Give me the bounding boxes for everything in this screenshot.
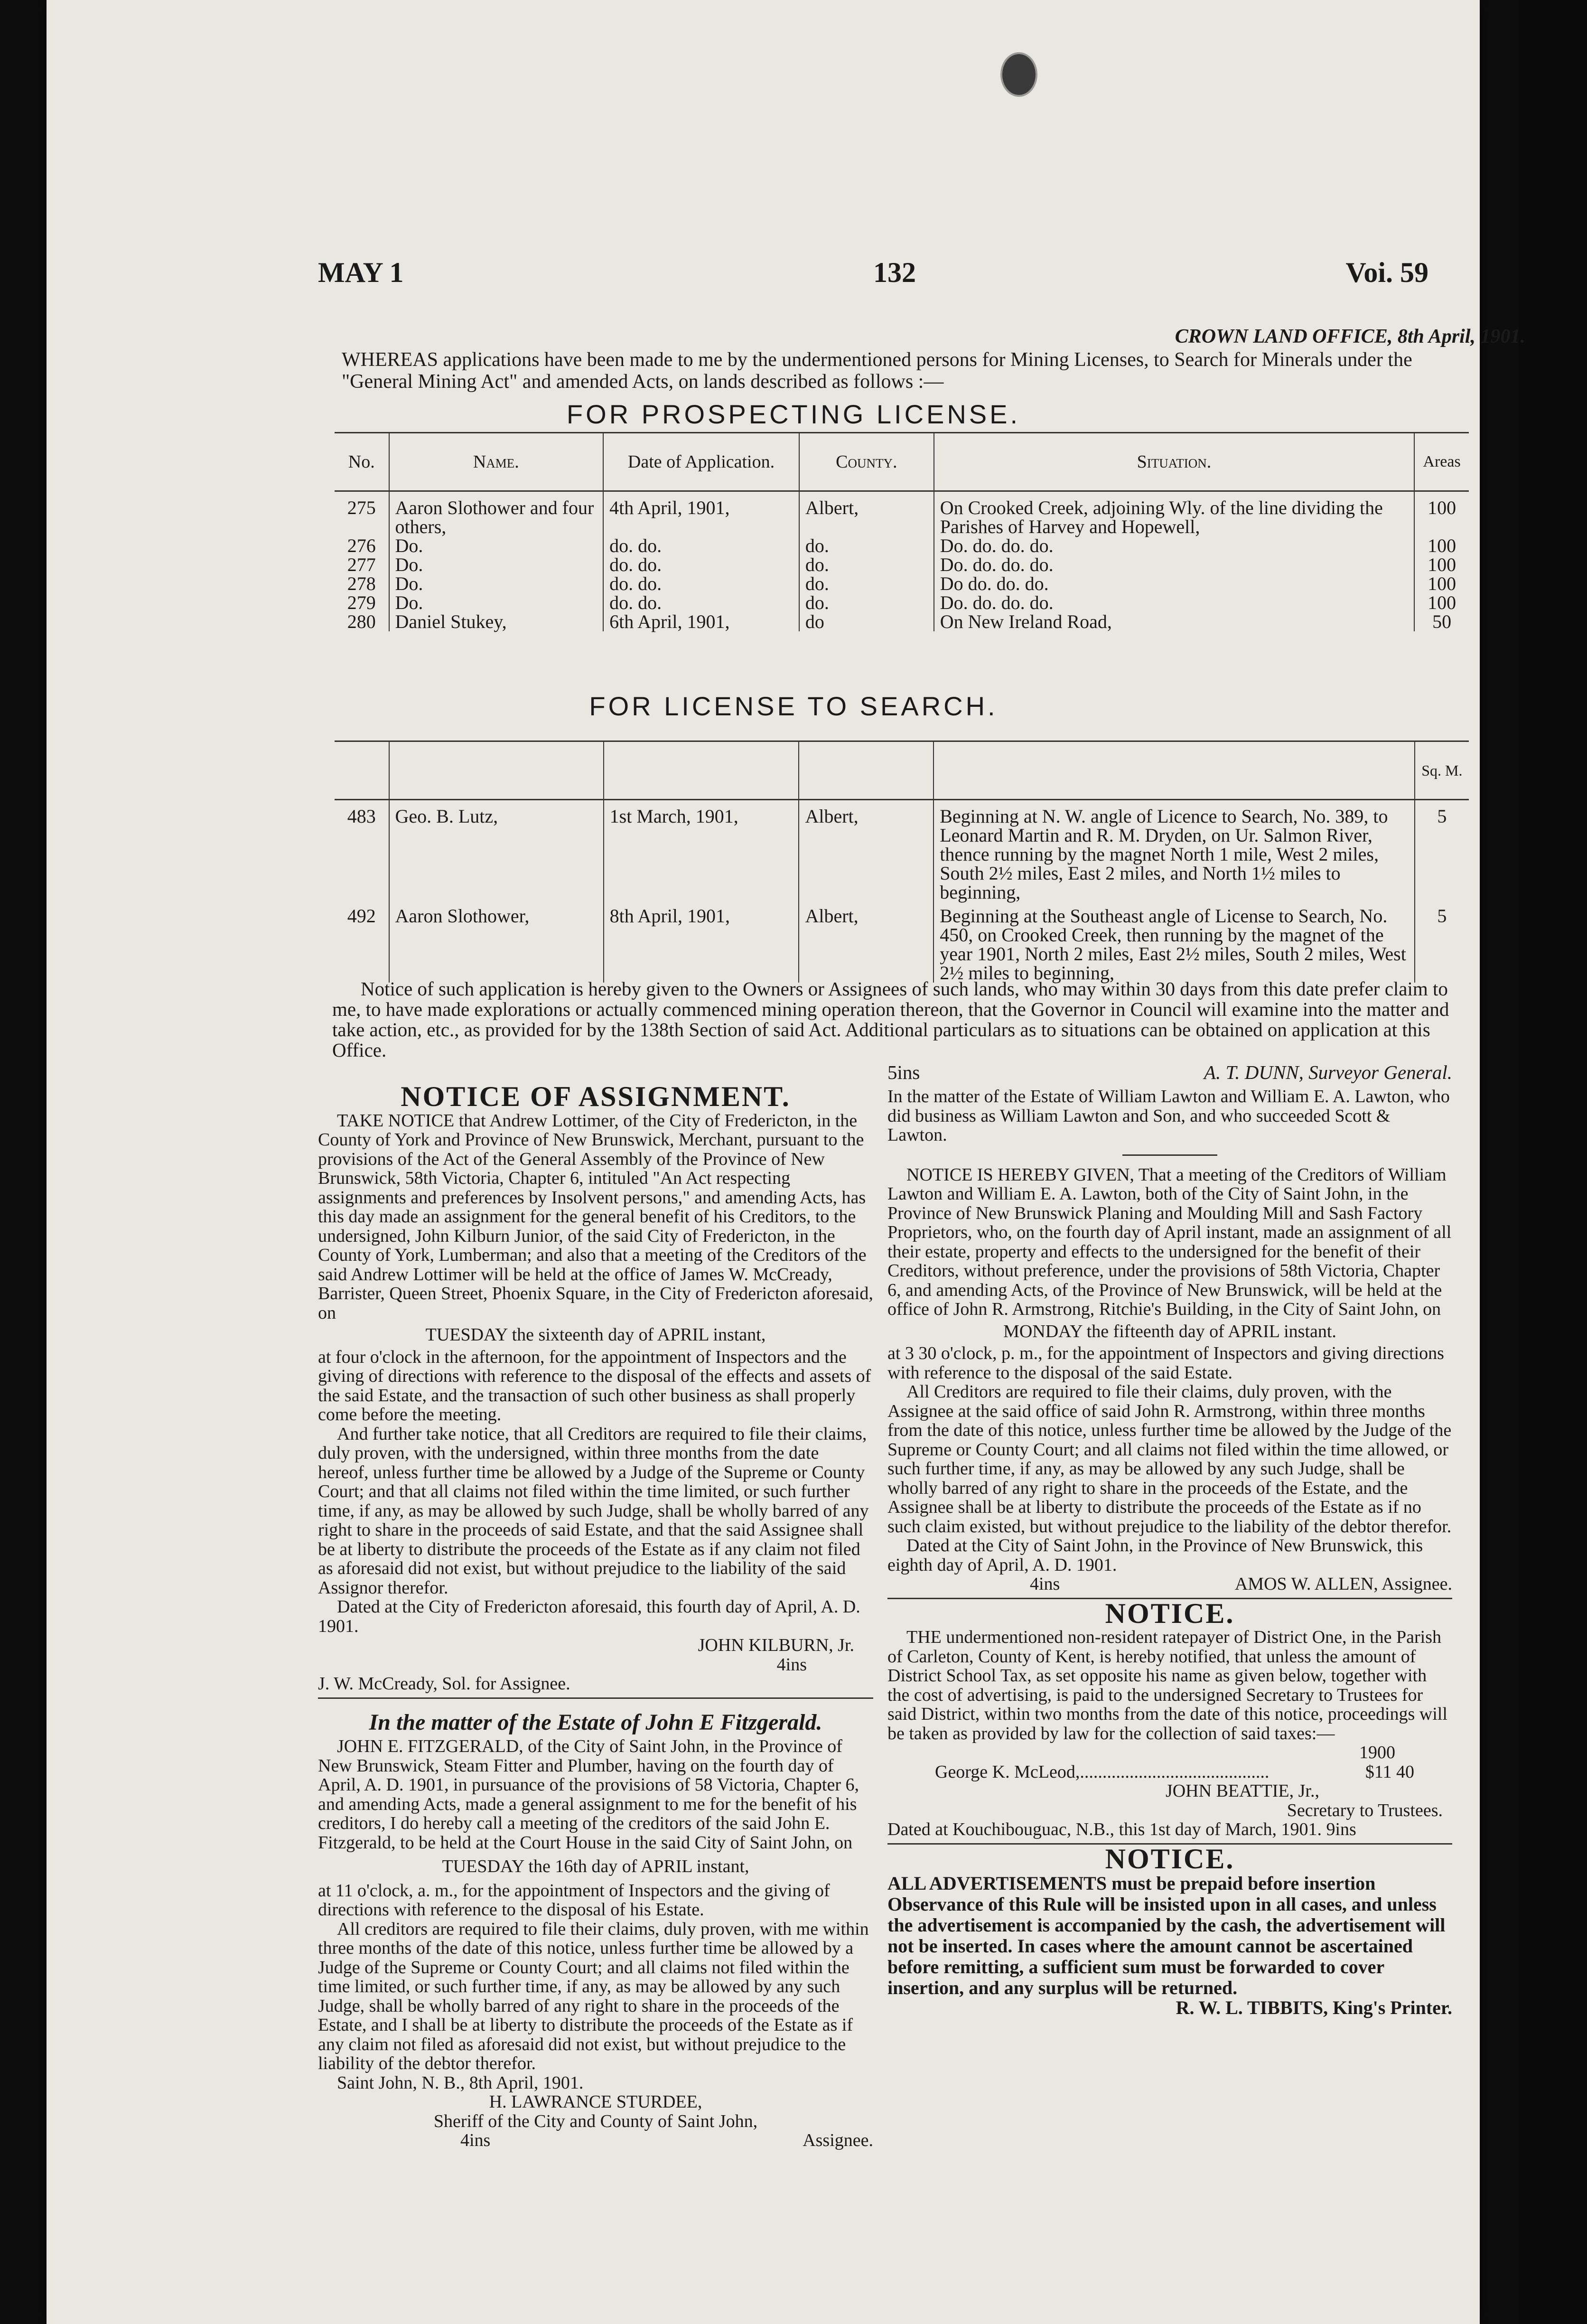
tax-notice-title: NOTICE. [1105, 1597, 1235, 1629]
left-column [318, 1081, 873, 2150]
notice-paragraph [332, 979, 1452, 1083]
fitzgerald-p4: Saint John, N. B., 8th April, 1901. [337, 2072, 584, 2093]
page-number: 132 [873, 257, 916, 288]
tax-amount: $11 40 [1365, 1762, 1414, 1782]
col-no: No. [335, 433, 389, 491]
prospecting-cell: do. [799, 574, 934, 593]
volume-number: Voi. 59 [1345, 257, 1428, 288]
search-cell: 492 [347, 905, 376, 927]
assignment-day: TUESDAY the sixteenth day of APRIL instant, [425, 1325, 766, 1345]
prospecting-cell: 280 [347, 611, 376, 632]
prospecting-cell: Do. [389, 574, 604, 593]
page-header [318, 256, 1428, 304]
fitzgerald-sig2: Sheriff of the City and County of Saint John, [433, 2111, 758, 2131]
assignment-p2: at four o'clock in the afternoon, for the appointment of Inspectors and the giving of directions with reference to the disposal of the effects and assets of the said Estate, and the transaction of such other business as shall properly come before the meeting. [318, 1347, 871, 1424]
search-cell: 5 [1415, 800, 1469, 902]
notice-text: Notice of such application is hereby given to the Owners or Assignees of such lands, who may within 30 days from this date prefer claim to me, to have made explorations or actually commenced mining operation thereon, that the Governor in Council will examine into the matter and take action, etc., as provided for by the 138th Section of said Act. Additional particulars as to situations can be obtained on application at this Office. [332, 978, 1449, 1061]
prospecting-cell: Do. [389, 555, 604, 574]
search-row [335, 902, 1469, 983]
prospecting-row [335, 574, 1469, 593]
prospecting-cell: Do. [389, 593, 604, 612]
prospecting-cell: Do. do. do. do. [934, 555, 1414, 574]
whereas-paragraph [342, 349, 1481, 393]
prospecting-cell: 279 [347, 592, 376, 613]
prospecting-cell: 276 [347, 535, 376, 556]
search-cell: Beginning at N. W. angle of Licence to Search, No. 389, to Leonard Martin and R. M. Dryden, on Ur. Salmon River, thence running by the magnet North 1 mile, West 2 miles, South 2½ miles, East 2 miles, and North 1½ miles to beginning, [934, 800, 1414, 902]
prospecting-cell: do. do. [603, 593, 799, 612]
tax-sig2: Secretary to Trustees. [1287, 1800, 1443, 1820]
search-row [335, 800, 1469, 902]
prospecting-cell: 275 [347, 497, 376, 518]
prospecting-row [335, 593, 1469, 612]
prospecting-row [335, 536, 1469, 555]
prospecting-row [335, 612, 1469, 631]
lawton-ins: 4ins [1030, 1574, 1060, 1594]
search-cell: 1st March, 1901, [604, 800, 799, 902]
prospecting-row [335, 491, 1469, 537]
fitzgerald-ins: 4ins [460, 2130, 491, 2150]
punch-hole [1000, 52, 1037, 97]
prospecting-cell: Aaron Slothower and four others, [389, 491, 604, 537]
prospecting-cell: 100 [1414, 491, 1469, 537]
prospecting-cell: do. do. [603, 555, 799, 574]
prospecting-cell: 4th April, 1901, [603, 491, 799, 537]
search-col-sqm: Sq. M. [1415, 741, 1469, 800]
assignment-title: NOTICE OF ASSIGNMENT. [401, 1081, 791, 1112]
col-date: Date of Application. [603, 433, 799, 491]
header-date: MAY 1 [318, 257, 404, 288]
ads-notice-sig: R. W. L. TIBBITS, King's Printer. [1176, 1997, 1452, 2018]
col-county: County. [799, 433, 934, 491]
lawton-p1: NOTICE IS HEREBY GIVEN, That a meeting of the Creditors of William Lawton and William E. A. Lawton, both of the City of Saint John, in the Province of New Brunswick Planing and Moulding Mill and Sash Factory Proprietors, who, on the fourth day of April instant, made an assignment of all their estate, property and effects to the undersigned for the benefit of their Creditors, without preference, under the provisions of 58th Victoria, Chapter 6, and amending Acts, of the Province of New Brunswick, will be held at the office of John R. Armstrong, Ritchie's Building, in the City of Saint John, on [887, 1164, 1452, 1319]
prospecting-cell: On Crooked Creek, adjoining Wly. of the line dividing the Parishes of Harvey and Hopewell, [934, 491, 1414, 537]
divider [1122, 1154, 1217, 1156]
search-cell: Albert, [799, 902, 934, 983]
prospecting-cell: 278 [347, 573, 376, 594]
search-title: FOR LICENSE TO SEARCH. [589, 691, 998, 721]
search-col-date [604, 741, 799, 800]
search-col-name [389, 741, 604, 800]
search-cell: Albert, [799, 800, 934, 902]
lawton-p4: Dated at the City of Saint John, in the Province of New Brunswick, this eighth day of April, A. D. 1901. [887, 1536, 1423, 1575]
col-areas: Areas [1414, 433, 1469, 491]
tax-name: George K. McLeod,.......................................... [935, 1762, 1270, 1782]
search-col-no [335, 741, 389, 800]
prospecting-cell: do. do. [603, 574, 799, 593]
search-table [335, 740, 1469, 983]
prospecting-cell: do. [799, 555, 934, 574]
notice-ins: 5ins [887, 1061, 920, 1083]
prospecting-cell: 100 [1414, 593, 1469, 612]
prospecting-table [335, 432, 1469, 631]
fitzgerald-assignee: Assignee. [803, 2130, 873, 2150]
assignment-sig-right: JOHN KILBURN, Jr. [698, 1635, 854, 1655]
fitzgerald-sig1: H. LAWRANCE STURDEE, [489, 2092, 702, 2112]
whereas-text: WHEREAS applications have been made to me by the undermentioned persons for Mining Licenses, to Search for Minerals under the "General Mining Act" and amended Acts, on lands described as follows :— [342, 349, 1412, 393]
dark-margin [1519, 0, 1587, 2324]
col-name: Name. [389, 433, 604, 491]
fitzgerald-p3: All creditors are required to file their claims, duly proven, with me within three months of the date of this notice, unless further time be allowed by a Judge of the Supreme or County Court; and all claims not filed within the time limited, or such further time, if any, as may be allowed by any such Judge, shall be wholly barred of any right to share in the proceeds of the Estate, and I shall be at liberty to distribute the proceeds of the Estate as if any claim not filed as aforesaid did not exist, but without prejudice to the liability of the debtor therefor. [318, 1919, 869, 2073]
assignment-p4: Dated at the City of Fredericton aforesaid, this fourth day of April, A. D. 1901. [318, 1597, 860, 1636]
lawton-p2: at 3 30 o'clock, p. m., for the appointment of Inspectors and giving directions with reference to the disposal of the said Estate. [887, 1343, 1444, 1383]
lawton-day: MONDAY the fifteenth day of APRIL instant. [1003, 1321, 1336, 1341]
prospecting-cell: do. do. [603, 536, 799, 555]
prospecting-cell: 277 [347, 554, 376, 575]
prospecting-cell: 100 [1414, 536, 1469, 555]
search-col-county [799, 741, 934, 800]
prospecting-title: FOR PROSPECTING LICENSE. [566, 399, 1021, 429]
prospecting-cell: 6th April, 1901, [603, 612, 799, 631]
prospecting-cell: do. [799, 593, 934, 612]
right-column [887, 1087, 1452, 2018]
tax-dated: Dated at Kouchibouguac, N.B., this 1st day of March, 1901. 9ins [887, 1819, 1356, 1839]
prospecting-cell: Do do. do. do. [934, 574, 1414, 593]
ads-notice-body: ALL ADVERTISEMENTS must be prepaid before insertion Observance of this Rule will be insisted upon in all cases, and unless the advertisement is accompanied by the cash, the advertisement will not be inserted. In cases where the amount cannot be ascertained before remitting, a sufficient sum must be forwarded to cover insertion, and any surplus will be returned. [887, 1873, 1446, 1998]
tax-sig1: JOHN BEATTIE, Jr., [1165, 1781, 1319, 1801]
prospecting-cell: On New Ireland Road, [934, 612, 1414, 631]
tax-year: 1900 [1359, 1743, 1395, 1762]
prospecting-row [335, 555, 1469, 574]
prospecting-cell: Do. [389, 536, 604, 555]
lawton-sig: AMOS W. ALLEN, Assignee. [1234, 1574, 1452, 1594]
prospecting-cell: 50 [1414, 612, 1469, 631]
lawton-intro: In the matter of the Estate of William Lawton and William E. A. Lawton, who did business as William Lawton and Son, and who succeeded Scott & Lawton. [887, 1087, 1450, 1145]
assignment-p3: And further take notice, that all Creditors are required to file their claims, duly proven, with the undersigned, within three months from the date hereof, unless further time be allowed by a Judge of the Supreme or County Court; and that all claims not filed within the time limited, or such further time, if any, as may be allowed by such Judge, shall be wholly barred of any right to share in the proceeds of said Estate, and that the said Assignee shall be at liberty to distribute the proceeds of the Estate as if any claim not filed as aforesaid did not exist, but without prejudice to the liability of the said Assignor therefor. [318, 1424, 869, 1598]
prospecting-cell: Albert, [799, 491, 934, 537]
tax-notice-p1: THE undermentioned non-resident ratepayer of District One, in the Parish of Carleton, County of Kent, is hereby notified, that unless the amount of District School Tax, as set opposite his name as given below, together with the cost of advertising, is paid to the undersigned Secretary to Trustees for said District, within two months from the date of this notice, proceedings will be taken as provided by law for the collection of said taxes:— [887, 1627, 1447, 1743]
prospecting-cell: do. [799, 536, 934, 555]
fitzgerald-p1: JOHN E. FITZGERALD, of the City of Saint John, in the Province of New Brunswick, Steam Fitter and Plumber, having on the fourth day of April, A. D. 1901, in pursuance of the provisions of 58 Victoria, Chapter 6, and amending Acts, made a general assignment to me for the benefit of his creditors, I do hereby call a meeting of the creditors of the said John E. Fitzgerald, to be held at the Court House in the said City of Saint John, on [318, 1736, 859, 1853]
ads-notice-title: NOTICE. [1105, 1843, 1235, 1874]
search-cell: 5 [1415, 902, 1469, 983]
fitzgerald-p2: at 11 o'clock, a. m., for the appointment of Inspectors and the giving of directions with reference to the disposal of his Estate. [318, 1880, 830, 1920]
fitzgerald-title: In the matter of the Estate of John E Fitzgerald. [369, 1709, 822, 1735]
office-dateline: CROWN LAND OFFICE, 8th April, 1901. [1175, 326, 1525, 347]
prospecting-cell: Do. do. do. do. [934, 536, 1414, 555]
search-cell: 483 [347, 806, 376, 827]
assignment-p1: TAKE NOTICE that Andrew Lottimer, of the City of Fredericton, in the County of York and Province of New Brunswick, Merchant, pursuant to the provisions of the Act of the General Assembly of the Province of New Brunswick, 58th Victoria, Chapter 6, intituled "An Act respecting assignments and preferences by Insolvent persons," and amending Acts, has this day made an assignment for the general benefit of his Creditors, to the undersigned, John Kilburn Junior, of the said City of Fredericton, in the County of York, Lumberman; and also that a meeting of the Creditors of the said Andrew Lottimer will be held at the office of James W. McCready, Barrister, Queen Street, Phoenix Square, in the City of Fredericton aforesaid, on [318, 1110, 873, 1323]
prospecting-cell: Daniel Stukey, [389, 612, 604, 631]
divider [318, 1697, 873, 1699]
search-cell: Aaron Slothower, [389, 902, 604, 983]
assignment-ins: 4ins [776, 1654, 807, 1675]
fitzgerald-day: TUESDAY the 16th day of APRIL instant, [442, 1856, 749, 1876]
notice-signature: A. T. DUNN, Surveyor General. [1204, 1061, 1452, 1083]
prospecting-cell: do [799, 612, 934, 631]
prospecting-cell: 100 [1414, 574, 1469, 593]
search-cell: Geo. B. Lutz, [389, 800, 604, 902]
col-situation: Situation. [934, 433, 1414, 491]
prospecting-cell: Do. do. do. do. [934, 593, 1414, 612]
search-cell: Beginning at the Southeast angle of License to Search, No. 450, on Crooked Creek, then running by the magnet of the year 1901, North 2 miles, East 2½ miles, South 2 miles, West 2½ miles to beginning, [934, 902, 1414, 983]
assignment-sig-left: J. W. McCready, Sol. for Assignee. [318, 1674, 570, 1694]
lawton-p3: All Creditors are required to file their claims, duly proven, with the Assignee at the said office of said John R. Armstrong, within three months from the date of this notice, unless further time be allowed by the Judge of the Supreme or County Court; and all claims not filed within the time allowed, or such further time, if any, as may be allowed by any such Judge, shall be wholly barred of any right to share in the proceeds of the Estate, and the Assignee shall be at liberty to distribute the proceeds of the Estate as if no such claim existed, but without prejudice to the liability of the debtor therefor. [887, 1382, 1452, 1537]
search-col-situation [934, 741, 1414, 800]
search-cell: 8th April, 1901, [604, 902, 799, 983]
prospecting-cell: 100 [1414, 555, 1469, 574]
